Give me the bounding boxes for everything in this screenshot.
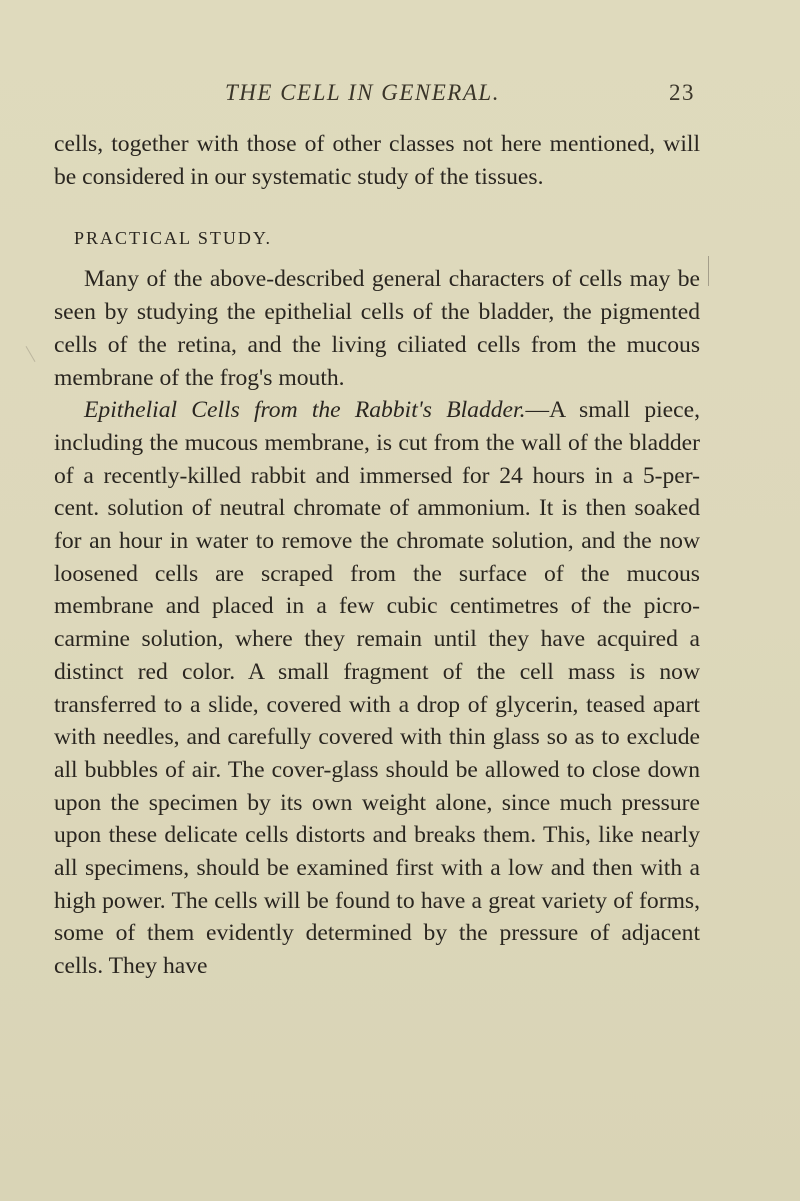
page-number: 23 [669, 80, 695, 105]
running-head-title: THE CELL IN GENERAL. [225, 80, 500, 105]
body-text [54, 128, 700, 983]
section-heading: PRACTICAL STUDY. [74, 228, 273, 249]
scan-mark-right [708, 256, 709, 286]
continuation-paragraph: cells, together with those of other classes not here mentioned, will be considered in our systematic study of the tissues. [54, 131, 700, 190]
scan-mark-left [26, 346, 36, 362]
subsection-body: —A small piece, including the mucous membrane, is cut from the wall of the bladder of a recently-killed rabbit and immersed for 24 hours in a 5-per-cent. solution of neutral chromate of ammonium. It is then soaked for an hour in water to remove the chromate solution, and the now loosened cells are scraped from the surface of the mucous membrane and placed in a few cubic centimetres of the picro-carmine solution, where they remain until they have acquired a distinct red color. A small fragment of the cell mass is now transferred to a slide, covered with a drop of glycerin, teased apart with needles, and carefully covered with thin glass so as to exclude all bubbles of air. The cover-glass should be allowed to close down upon the specimen by its own weight alone, since much pressure upon these delicate cells distorts and breaks them. This, like nearly all specimens, should be examined first with a low and then with a high power. The cells will be found to have a great variety of forms, some of them evidently determined by the pressure of adjacent cells. They have [54, 397, 700, 980]
subsection-title: Epithelial Cells from the Rabbit's Bladder. [84, 397, 526, 424]
running-head [225, 80, 695, 106]
intro-paragraph: Many of the above-described general characters of cells may be seen by studying the epithelial cells of the bladder, the pigmented cells of the retina, and the living ciliated cells from the mucous membrane of the frog's mouth. [54, 266, 700, 391]
subsection-paragraph [54, 394, 700, 983]
